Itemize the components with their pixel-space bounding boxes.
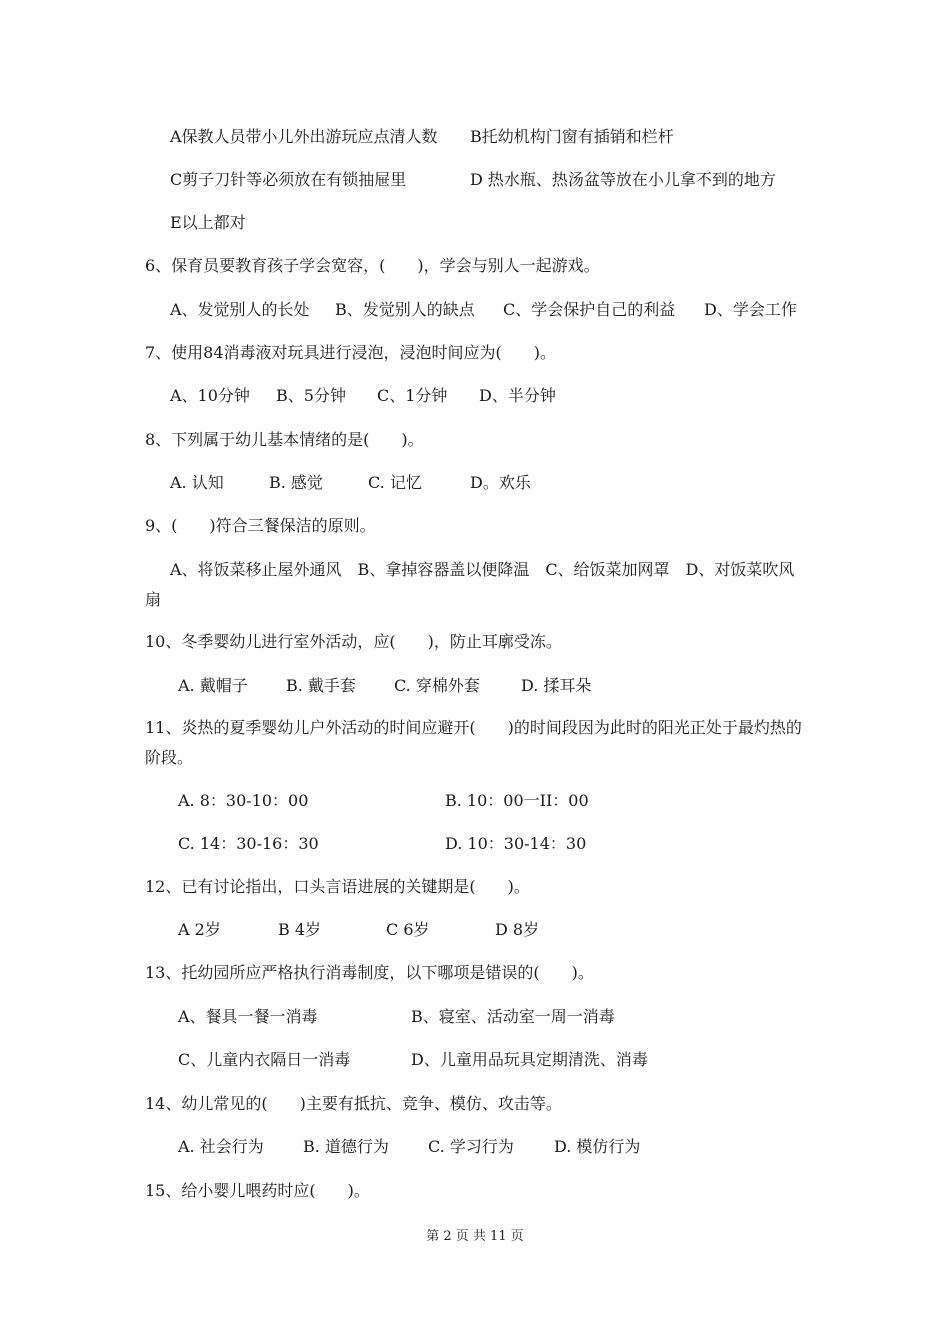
q6-option-c: C、学会保护自己的利益	[503, 300, 676, 319]
q11-option-c: C. 14：30-16：30	[178, 834, 319, 853]
question-12: 12、已有讨论指出，口头言语进展的关键期是( )。	[145, 877, 530, 896]
q8-option-a: A. 认知	[170, 473, 224, 492]
q5-option-a: A保教人员带小儿外出游玩应点清人数	[170, 127, 438, 146]
q7-option-c: C、1分钟	[377, 386, 448, 405]
q10-option-d: D. 揉耳朵	[521, 676, 592, 695]
page-number-footer: 第 2 页 共 11 页	[426, 1229, 524, 1244]
q8-option-c: C. 记忆	[368, 473, 422, 492]
q14-option-c: C. 学习行为	[428, 1137, 514, 1156]
q6-option-b: B、发觉别人的缺点	[335, 300, 475, 319]
q11-option-d: D. 10：30-14：30	[445, 834, 587, 853]
question-11: 11、炎热的夏季婴幼儿户外活动的时间应避开( )的时间段因为此时的阳光正处于最灼热的阶段。	[145, 718, 802, 767]
q10-option-b: B. 戴手套	[286, 676, 356, 695]
question-10: 10、冬季婴幼儿进行室外活动，应( )，防止耳廓受冻。	[145, 632, 562, 651]
q8-option-d: D。欢乐	[470, 473, 531, 492]
q5-option-c: C剪子刀针等必须放在有锁抽屉里	[170, 170, 407, 189]
q7-option-a: A、10分钟	[170, 386, 250, 405]
q11-option-b: B. 10：00一II：00	[445, 791, 589, 810]
q5-option-d: D 热水瓶、热汤盆等放在小儿拿不到的地方	[470, 170, 776, 189]
q13-option-a: A、餐具一餐一消毒	[178, 1007, 318, 1026]
q7-option-b: B、5分钟	[276, 386, 346, 405]
q14-option-a: A. 社会行为	[178, 1137, 264, 1156]
q14-option-b: B. 道德行为	[303, 1137, 389, 1156]
q12-option-d: D 8岁	[495, 920, 540, 939]
question-13: 13、托幼园所应严格执行消毒制度，以下哪项是错误的( )。	[145, 963, 594, 982]
q5-option-b: B托幼机构门窗有插销和栏杆	[470, 127, 674, 146]
q8-option-b: B. 感觉	[269, 473, 323, 492]
q12-option-a: A 2岁	[178, 920, 221, 939]
question-15: 15、给小婴儿喂药时应( )。	[145, 1181, 370, 1200]
question-7: 7、使用84消毒液对玩具进行浸泡，浸泡时间应为( )。	[145, 343, 557, 362]
question-6: 6、保育员要教育孩子学会宽容，( )，学会与别人一起游戏。	[145, 256, 600, 275]
q13-option-c: C、儿童内衣隔日一消毒	[178, 1050, 351, 1069]
question-8: 8、下列属于幼儿基本情绪的是( )。	[145, 430, 424, 449]
q13-option-d: D、儿童用品玩具定期清洗、消毒	[411, 1050, 648, 1069]
q9-options: A、将饭菜移止屋外通风 B、拿掉容器盖以便降温 C、给饭菜加网罩 D、对饭菜吹风扇	[145, 560, 795, 609]
q11-option-a: A. 8：30-10：00	[178, 791, 309, 810]
q12-option-c: C 6岁	[386, 920, 430, 939]
q12-option-b: B 4岁	[278, 920, 322, 939]
q6-option-a: A、发觉别人的长处	[170, 300, 310, 319]
q6-option-d: D、学会工作	[704, 300, 797, 319]
q5-option-e: E以上都对	[170, 213, 246, 232]
q7-option-d: D、半分钟	[479, 386, 556, 405]
question-14: 14、幼儿常见的( )主要有抵抗、竞争、模仿、攻击等。	[145, 1094, 562, 1113]
q10-option-a: A. 戴帽子	[178, 676, 248, 695]
q13-option-b: B、寝室、活动室一周一消毒	[411, 1007, 615, 1026]
question-9: 9、( )符合三餐保洁的原则。	[145, 516, 376, 535]
q14-option-d: D. 模仿行为	[554, 1137, 641, 1156]
q10-option-c: C. 穿棉外套	[394, 676, 480, 695]
